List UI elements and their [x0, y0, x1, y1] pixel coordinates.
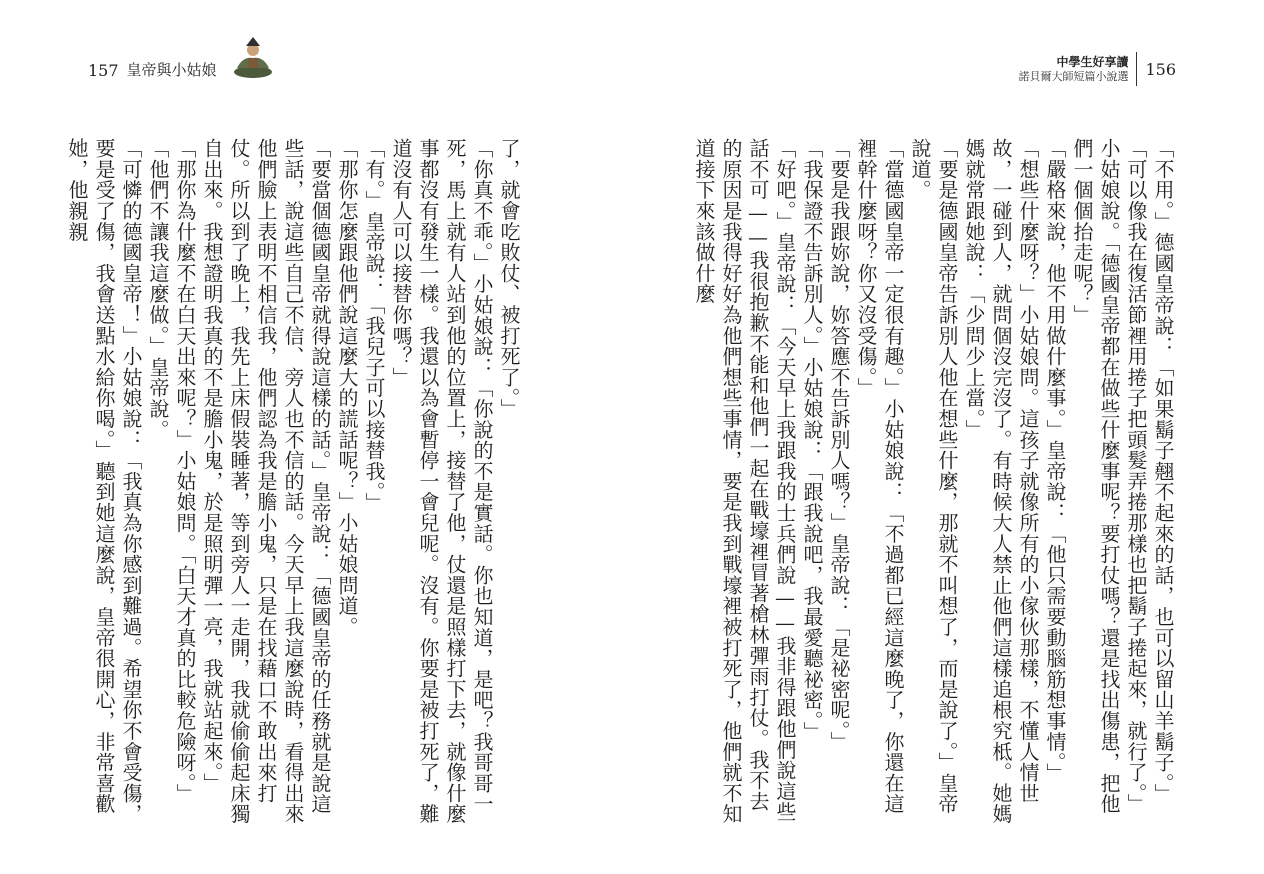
header-divider: [1136, 52, 1137, 86]
paragraph: 「我保證不告訴別人。」小姑娘說：「跟我說吧，我最愛聽祕密。」: [800, 138, 824, 742]
paragraph: 了，就會吃敗仗、被打死了。」: [497, 138, 521, 420]
series-title: 中學生好享讀: [1056, 54, 1129, 69]
left-running-title: 皇帝與小姑娘: [126, 61, 217, 79]
paragraph: 「可以像我在復活節裡用捲子把頭髮弄捲那樣也把鬍子捲起來，就行了。」小姑娘說。「德國皇帝都在做些什麼事呢？要打仗嗎？還是找出傷患，把他們一個個抬走呢？」: [1070, 138, 1148, 815]
series-block: [1018, 55, 1128, 84]
left-page-text: [65, 138, 522, 828]
paragraph: 「嚴格來說，他不用做什麼事。」皇帝說：「他只需要動腦筋想事情。」: [1043, 138, 1067, 784]
paragraph: 「要是我跟妳說，妳答應不告訴別人嗎？」皇帝說：「是祕密呢。」: [827, 138, 851, 752]
right-page-header: [1018, 52, 1176, 86]
paragraph: 「要是德國皇帝告訴別人他在想些什麼，那就不叫想了，而是說了。」皇帝說道。: [908, 138, 959, 815]
paragraph: 「想些什麼呀？」小姑娘問。這孩子就像所有的小傢伙那樣，不懂人情世故，一碰到人，就問個沒完沒了。有時候大人禁止他們這樣追根究柢。她媽媽就常跟她說：「少問少上當。」: [962, 138, 1040, 825]
left-page-number: 157: [88, 61, 119, 80]
book-title: 諾貝爾大師短篇小說選: [1018, 69, 1129, 83]
paragraph: 「你真不乖。」小姑娘說：「你說的不是實話。你也知道，是吧？我哥哥一死，馬上就有人站到他的位置上，接替了他，仗還是照樣打下去，就像什麼事都沒有發生一樣。我還以為會暫停一會兒呢。沒有。你要是被打死了，難道沒有人可以接替你嗎？」: [389, 138, 494, 825]
paragraph: 「那你為什麼不在白天出來呢？」小姑娘問。「白天才真的比較危險呀。」: [173, 138, 197, 805]
paragraph: 「當德國皇帝一定很有趣。」小姑娘說：「不過都已經這麼晚了，你還在這裡幹什麼呀？你又沒受傷。」: [854, 138, 905, 815]
right-page-number: 156: [1145, 59, 1176, 79]
paragraph: 「有。」皇帝說：「我兒子可以接替我。」: [362, 138, 386, 514]
paragraph: 「那你怎麼跟他們說這麼大的謊話呢？」小姑娘問道。: [335, 138, 359, 638]
paragraph: 「好吧。」皇帝說：「今天早上我跟我的士兵們說——我非得跟他們說這些話不可——我很抱歉不能和他們一起在戰壕裡冒著槍林彈雨打仗。我不去的原因是我得好好為他們想些事情，要是我到戰壕裡被打死了，他們就不知道接下來該做什麼: [692, 138, 797, 825]
paragraph: 「他們不讓我這麼做。」皇帝說。: [146, 138, 170, 440]
paragraph: 「要當個德國皇帝就得說這樣的話。」皇帝說：「德國皇帝的任務就是說這些話，說這些自己不信、旁人也不信的話。今天早上我這麼說時，看得出來他們臉上表明不相信我，他們認為我是膽小鬼，只是在找藉口不敢出來打仗。所以到了晚上，我先上床假裝睡著，等到旁人一走開，我就偷偷起床獨自出來。我想證明我真的不是膽小鬼，於是照明彈一亮，我就站起來。」: [200, 138, 332, 825]
paragraph: 「不用。」德國皇帝說：「如果鬍子翹不起來的話，也可以留山羊鬍子。」: [1151, 138, 1175, 805]
paragraph: 「可憐的德國皇帝！」小姑娘說：「我真為你感到難過。希望你不會受傷，要是受了傷，我會送點水給你喝。」聽到她這麼說，皇帝很開心，非常喜歡她，他親親: [65, 138, 143, 825]
left-page-header: [88, 52, 275, 80]
emperor-figure-icon: [229, 34, 275, 80]
right-page-text: [692, 138, 1176, 828]
